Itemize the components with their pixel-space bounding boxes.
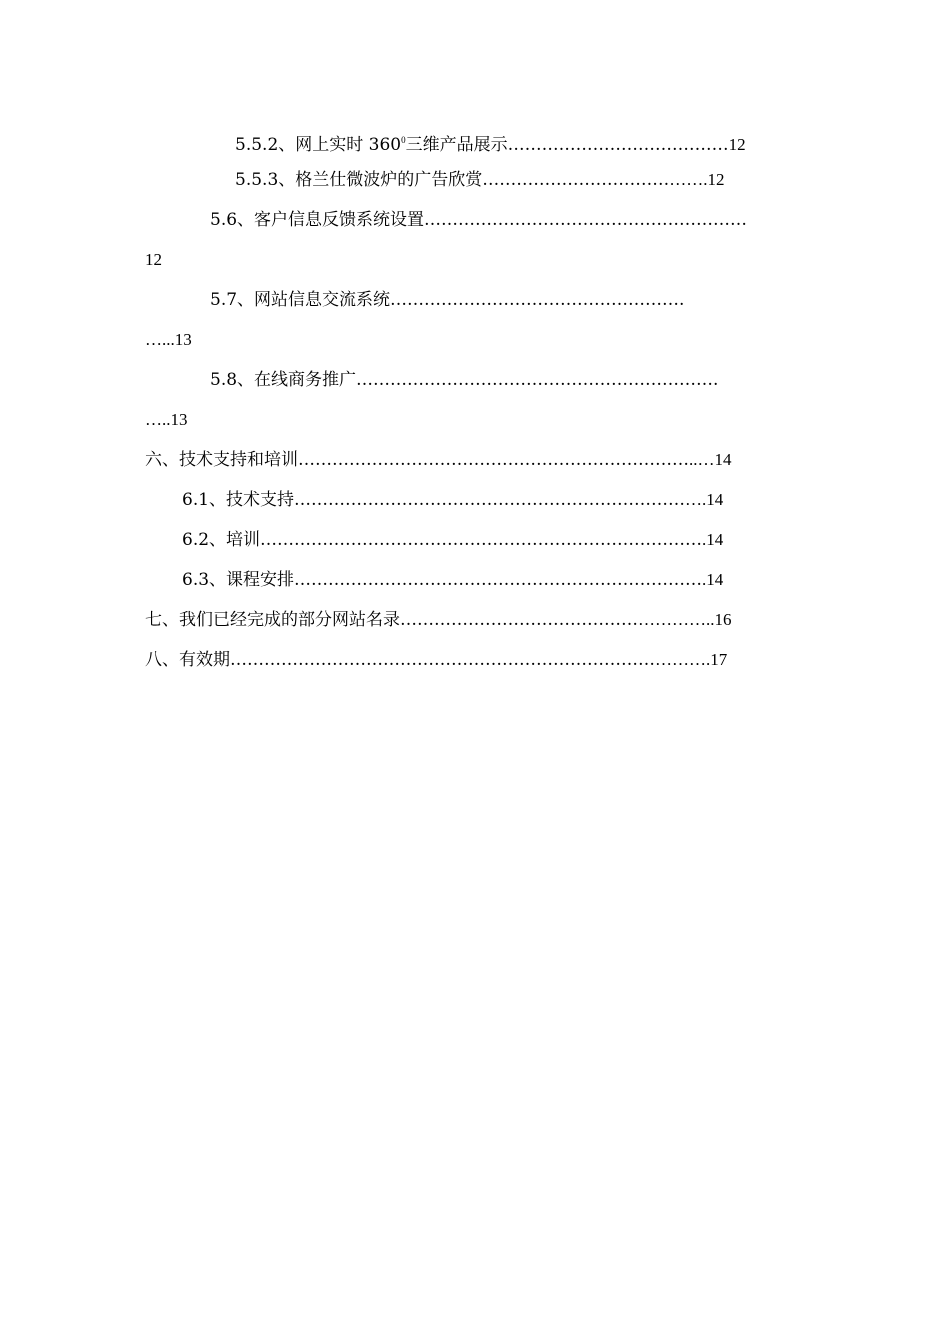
toc-entry-title: 6.1、技术支持	[182, 490, 295, 510]
toc-section-8[interactable]	[145, 649, 805, 671]
toc-leader: ………………………………………………………………	[294, 570, 703, 590]
toc-page-number: ……….17	[655, 650, 728, 669]
toc-leader: ……………………………………………………………	[294, 490, 686, 510]
toc-entry-title: 八、有效期	[145, 650, 230, 670]
toc-entry-title: 5.6、客户信息反馈系统设置	[210, 210, 425, 230]
toc-page-number: ..…14	[689, 450, 732, 469]
toc-page-number: …….12	[669, 170, 725, 189]
toc-leader: ……………………………	[482, 170, 670, 190]
toc-entry-5-8[interactable]	[210, 369, 810, 391]
toc-page-number: .14	[702, 530, 724, 549]
toc-entry-5-5-3[interactable]	[235, 169, 725, 191]
toc-page-number: .14	[702, 570, 724, 589]
toc-entry-title: 5.8、在线商务推广	[210, 370, 357, 390]
toc-entry-title: 六、技术支持和培训	[145, 450, 298, 470]
toc-entry-title-rest: 三维产品展示	[405, 135, 508, 155]
toc-leader: …………………………………………………	[424, 210, 748, 230]
toc-page-number: ….14	[685, 490, 724, 509]
toc-entry-6-1[interactable]	[182, 489, 805, 511]
toc-leader: ……………………………………………………….	[356, 370, 719, 390]
toc-page-number: …...13	[145, 330, 192, 349]
toc-entry-superscript: 0	[401, 135, 406, 145]
toc-entry-title: 七、我们已经完成的部分网站名录	[145, 610, 400, 630]
toc-entry-title: 5.7、网站信息交流系统	[210, 290, 391, 310]
toc-page-number: …..13	[145, 410, 188, 429]
toc-leader: ……………………………………………………………………	[260, 530, 703, 550]
toc-entry-5-7[interactable]	[210, 289, 810, 311]
toc-entry-title: 5.5.2、网上实时 360	[235, 135, 402, 155]
toc-leader: …………………………………………………………………	[230, 650, 655, 670]
toc-section-7[interactable]	[145, 609, 805, 631]
toc-entry-6-3[interactable]	[182, 569, 805, 591]
toc-page-number: …………..16	[638, 610, 732, 629]
toc-leader: …………………………………	[507, 135, 729, 155]
toc-entry-title: 5.5.3、格兰仕微波炉的广告欣赏	[235, 170, 483, 190]
toc-leader: ……………………………………………………………	[298, 450, 689, 470]
toc-page-number: 12	[145, 250, 162, 269]
toc-page-number: 12	[728, 135, 746, 154]
toc-leader: ……………………………………	[400, 610, 638, 630]
toc-section-6[interactable]	[145, 449, 805, 471]
toc-entry-title: 6.2、培训	[182, 530, 261, 550]
toc-entry-5-6[interactable]	[210, 209, 805, 231]
toc-entry-5-5-2[interactable]	[235, 129, 746, 156]
toc-entry-title: 6.3、课程安排	[182, 570, 295, 590]
toc-entry-6-2[interactable]	[182, 529, 805, 551]
toc-leader: …………………………………………….	[390, 290, 685, 310]
